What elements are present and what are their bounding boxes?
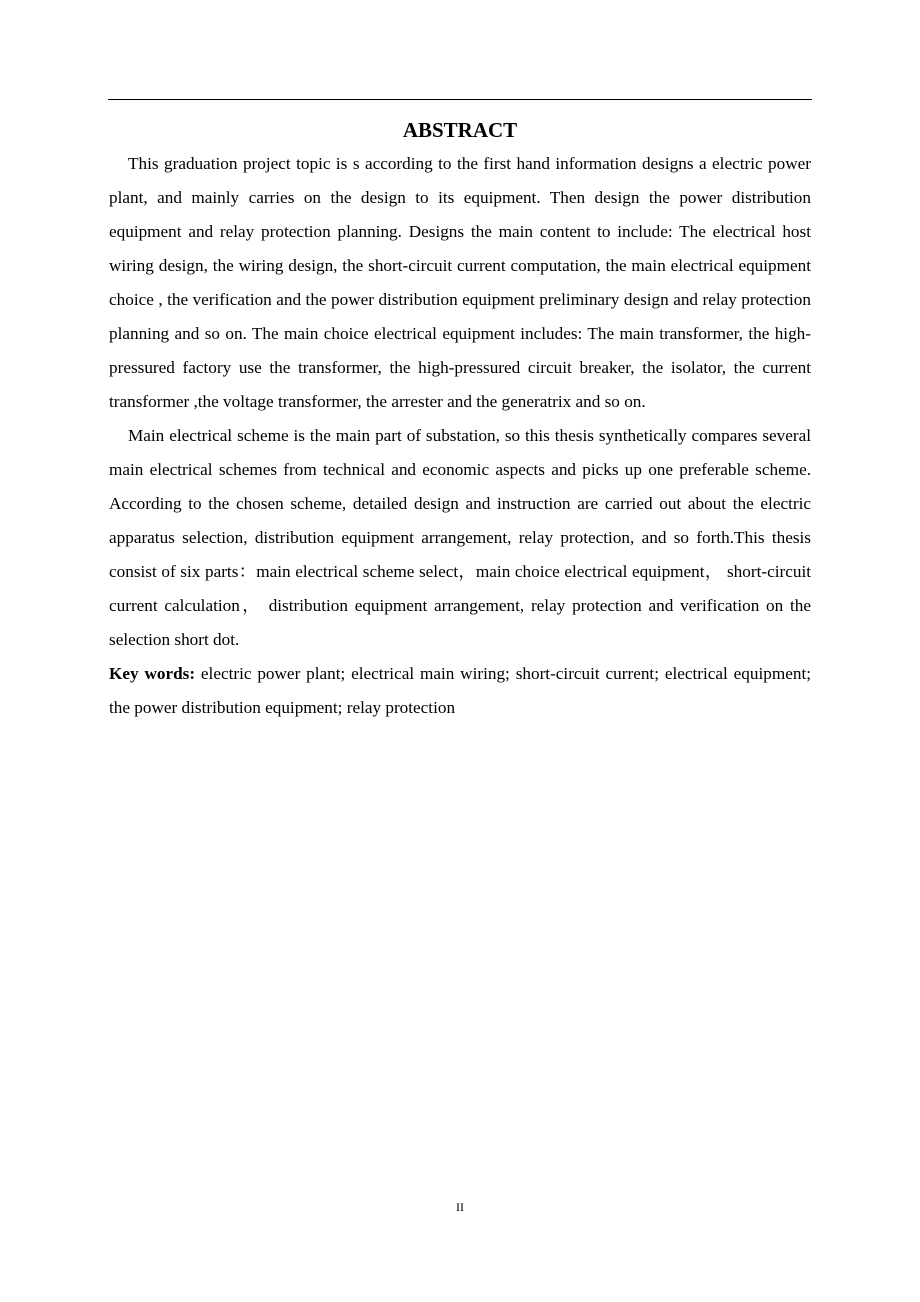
keywords-label: Key words: (109, 664, 196, 683)
page-number: II (456, 1200, 464, 1214)
keywords-text: electric power plant; electrical main wiring; short-circuit current; electrical equipment; the power distribution equipment; relay protection (109, 664, 811, 717)
header-rule (108, 99, 812, 100)
abstract-paragraph-2: Main electrical scheme is the main part of substation, so this thesis synthetically compares several main electrical schemes from technical and economic aspects and picks up one preferable scheme. According to the chosen scheme, detailed design and instruction are carried out about the electric apparatus selection, distribution equipment arrangement, relay protection, and so forth.This thesis consist of six parts：main electrical scheme select，main choice electrical equipment， short-circuit current calculation， distribution equipment arrangement, relay protection and verification on the selection short dot. (109, 426, 811, 649)
abstract-title: ABSTRACT (402, 118, 518, 142)
abstract-body (109, 147, 811, 725)
keywords-line (109, 657, 811, 725)
abstract-paragraph-1: This graduation project topic is s according to the first hand information designs a electric power plant, and mainly carries on the design to its equipment. Then design the power distribution equipment and relay protection planning. Designs the main content to include: The electrical host wiring design, the wiring design, the short-circuit current computation, the main electrical equipment choice , the verification and the power distribution equipment preliminary design and relay protection planning and so on. The main choice electrical equipment includes: The main transformer, the high-pressured factory use the transformer, the high-pressured circuit breaker, the isolator, the current transformer ,the voltage transformer, the arrester and the generatrix and so on. (109, 154, 811, 411)
